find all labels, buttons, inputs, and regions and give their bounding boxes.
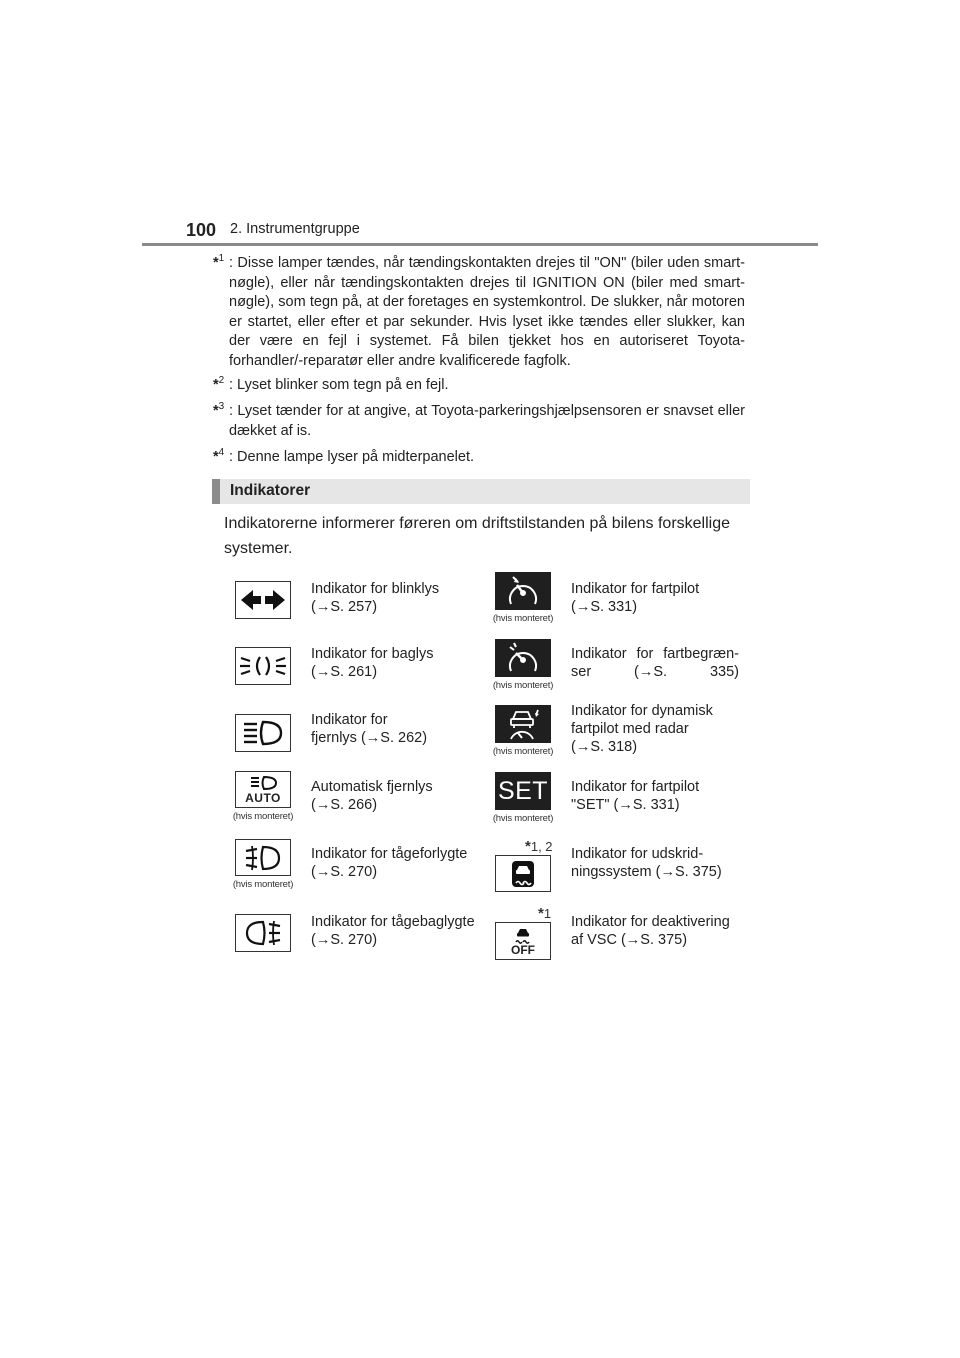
- footnote-3: [213, 402, 745, 441]
- auto-high-beam-icon: [235, 771, 291, 808]
- vsc-off-icon: [495, 922, 551, 960]
- footnote-text: : Lyset tænder for at angive, at Toyota-parkeringshjælpsensoren er snavset eller dækket af is.: [229, 403, 745, 439]
- footnote-text: : Lyset blinker som tegn på en fejl.: [229, 377, 449, 393]
- footnote-ref: *1, 2: [525, 838, 553, 855]
- indicator-description: Indikator for fartpilot (→S. 331): [571, 581, 700, 615]
- indicator-description: Indikator for blinklys (→S. 257): [311, 581, 440, 615]
- off-label: OFF: [511, 943, 535, 957]
- indicator-description: Indikator for fartpilot "SET" (→S. 331): [571, 779, 700, 813]
- section-intro: Indikatorerne informerer føreren om driftstilstanden på bilens forskellige systemer.: [224, 515, 731, 557]
- footnote-text: : Disse lamper tændes, når tændingskontakten drejes til "ON" (biler uden smart-nøgle), eller når tændingskontakten drejes til IGNITION ON (biler med smart-nøgle), som tegn på, at der foretages en systemkontrol. De slukker, når motoren er startet, eller efter et par sekunder. Hvis lyset ikke tændes eller slukker, kan der være en fejl i systemet. Få bilen tjekket hos en autoriseret Toyota-forhandler/-reparatør eller andre kvalificerede fagfolk.: [229, 255, 745, 369]
- section-heading: [212, 479, 750, 504]
- footnote-text: : Denne lampe lyser på midterpanelet.: [229, 449, 475, 465]
- fitted-caption: (hvis monteret): [492, 680, 554, 691]
- tail-light-icon: [235, 647, 291, 685]
- fitted-caption: (hvis monteret): [492, 613, 554, 624]
- radar-cruise-icon: [495, 705, 551, 743]
- footnote-2: [213, 376, 745, 396]
- chapter-title: 2. Instrumentgruppe: [230, 221, 360, 237]
- footnote-1: [213, 254, 745, 371]
- auto-label: AUTO: [245, 790, 281, 805]
- fitted-caption: (hvis monteret): [232, 879, 294, 890]
- fitted-caption: (hvis monteret): [232, 811, 294, 822]
- footnote-marker: *$^4$: [213, 447, 225, 465]
- rear-fog-light-icon: [235, 914, 291, 952]
- indicator-description: Indikator for baglys (→S. 261): [311, 646, 434, 680]
- indicator-description: Indikator for tågeforlygte (→S. 270): [311, 846, 468, 880]
- page-number: 100: [186, 220, 217, 240]
- header-rule: [142, 243, 818, 246]
- footnote-4: [213, 448, 745, 468]
- footnote-marker: *$^1$: [213, 253, 225, 271]
- indicator-description: Indikator for deaktivering af VSC (→S. 375): [571, 914, 730, 948]
- indicator-description: Indikator for fjernlys (→S. 262): [311, 712, 428, 746]
- front-fog-light-icon: [235, 839, 291, 876]
- set-indicator-icon: [495, 772, 551, 810]
- cruise-control-icon: [495, 572, 551, 610]
- slip-indicator-icon: [495, 855, 551, 892]
- indicator-description: Indikator for tågebaglygte (→S. 270): [311, 914, 475, 948]
- indicator-description: Automatisk fjernlys (→S. 266): [311, 779, 433, 813]
- high-beam-icon: [235, 714, 291, 752]
- footnote-marker: *$^2$: [213, 375, 225, 393]
- fitted-caption: (hvis monteret): [492, 813, 554, 824]
- footnote-ref: *1: [538, 905, 552, 922]
- indicator-description: Indikator for fartbegræn- ser (→S. 335): [571, 646, 739, 680]
- set-label: SET: [497, 776, 549, 805]
- section-title: Indikatorer: [230, 482, 311, 499]
- fitted-caption: (hvis monteret): [492, 746, 554, 757]
- indicator-description: Indikator for udskrid- ningssystem (→S. 375): [571, 846, 722, 880]
- footnote-marker: *$^3$: [213, 401, 225, 419]
- speed-limiter-icon: [495, 639, 551, 677]
- indicator-description: Indikator for dynamisk fartpilot med radar (→S. 318): [571, 703, 713, 755]
- turn-signal-icon: [235, 581, 291, 619]
